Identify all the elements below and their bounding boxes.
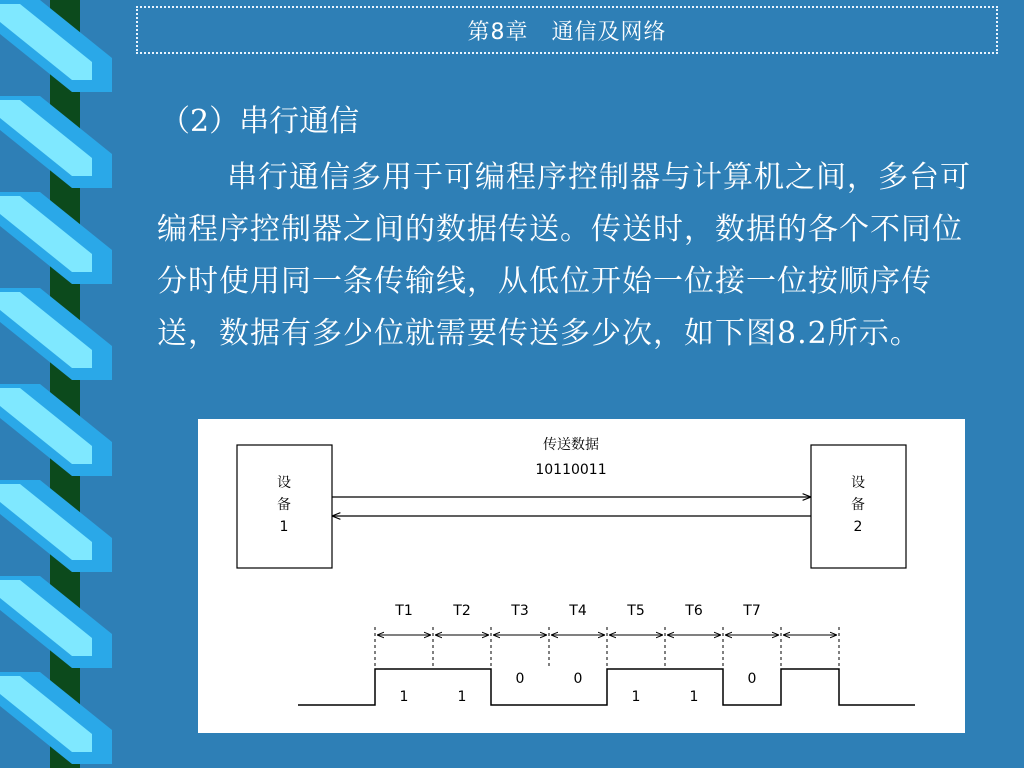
signal-waveform xyxy=(298,669,915,705)
chapter-header xyxy=(136,6,998,54)
time-slot-label: T4 xyxy=(569,603,587,619)
timing-diagram xyxy=(298,603,915,705)
serial-transfer-diagram xyxy=(198,419,965,733)
time-slot-label: T1 xyxy=(395,603,413,619)
bit-value-label: 0 xyxy=(573,671,583,687)
bit-value-label: 0 xyxy=(515,671,525,687)
device-2-label-1: 设 xyxy=(851,475,865,491)
device-1-label-3: 1 xyxy=(279,519,289,535)
time-slot-label: T5 xyxy=(627,603,645,619)
time-slot-label: T3 xyxy=(511,603,529,619)
device-1-label-2: 备 xyxy=(277,497,291,513)
bit-value-label: 0 xyxy=(747,671,757,687)
bit-value-label: 1 xyxy=(631,689,641,705)
bit-value-label: 1 xyxy=(689,689,699,705)
time-slot-label: T7 xyxy=(743,603,761,619)
time-slot-label: T2 xyxy=(453,603,471,619)
chapter-title: 第8章 通信及网络 xyxy=(467,19,667,45)
transfer-bits: 10110011 xyxy=(535,462,607,478)
device-2-label-3: 2 xyxy=(853,519,863,535)
time-slot-label: T6 xyxy=(685,603,703,619)
section-body: 串行通信多用于可编程序控制器与计算机之间，多台可编程序控制器之间的数据传送。传送时，数据的各个不同位分时使用同一条传输线，从低位开始一位接一位按顺序传送，数据有多少位就需要传送多少次，如下图8.2所示。 xyxy=(157,160,971,351)
transfer-label: 传送数据 xyxy=(543,437,599,453)
device-1-label-1: 设 xyxy=(277,475,291,491)
bit-value-label: 1 xyxy=(457,689,467,705)
section-heading: （2）串行通信 xyxy=(160,104,360,139)
bit-value-label: 1 xyxy=(399,689,409,705)
device-2-label-2: 备 xyxy=(851,497,865,513)
decorative-ribbon xyxy=(0,0,115,768)
